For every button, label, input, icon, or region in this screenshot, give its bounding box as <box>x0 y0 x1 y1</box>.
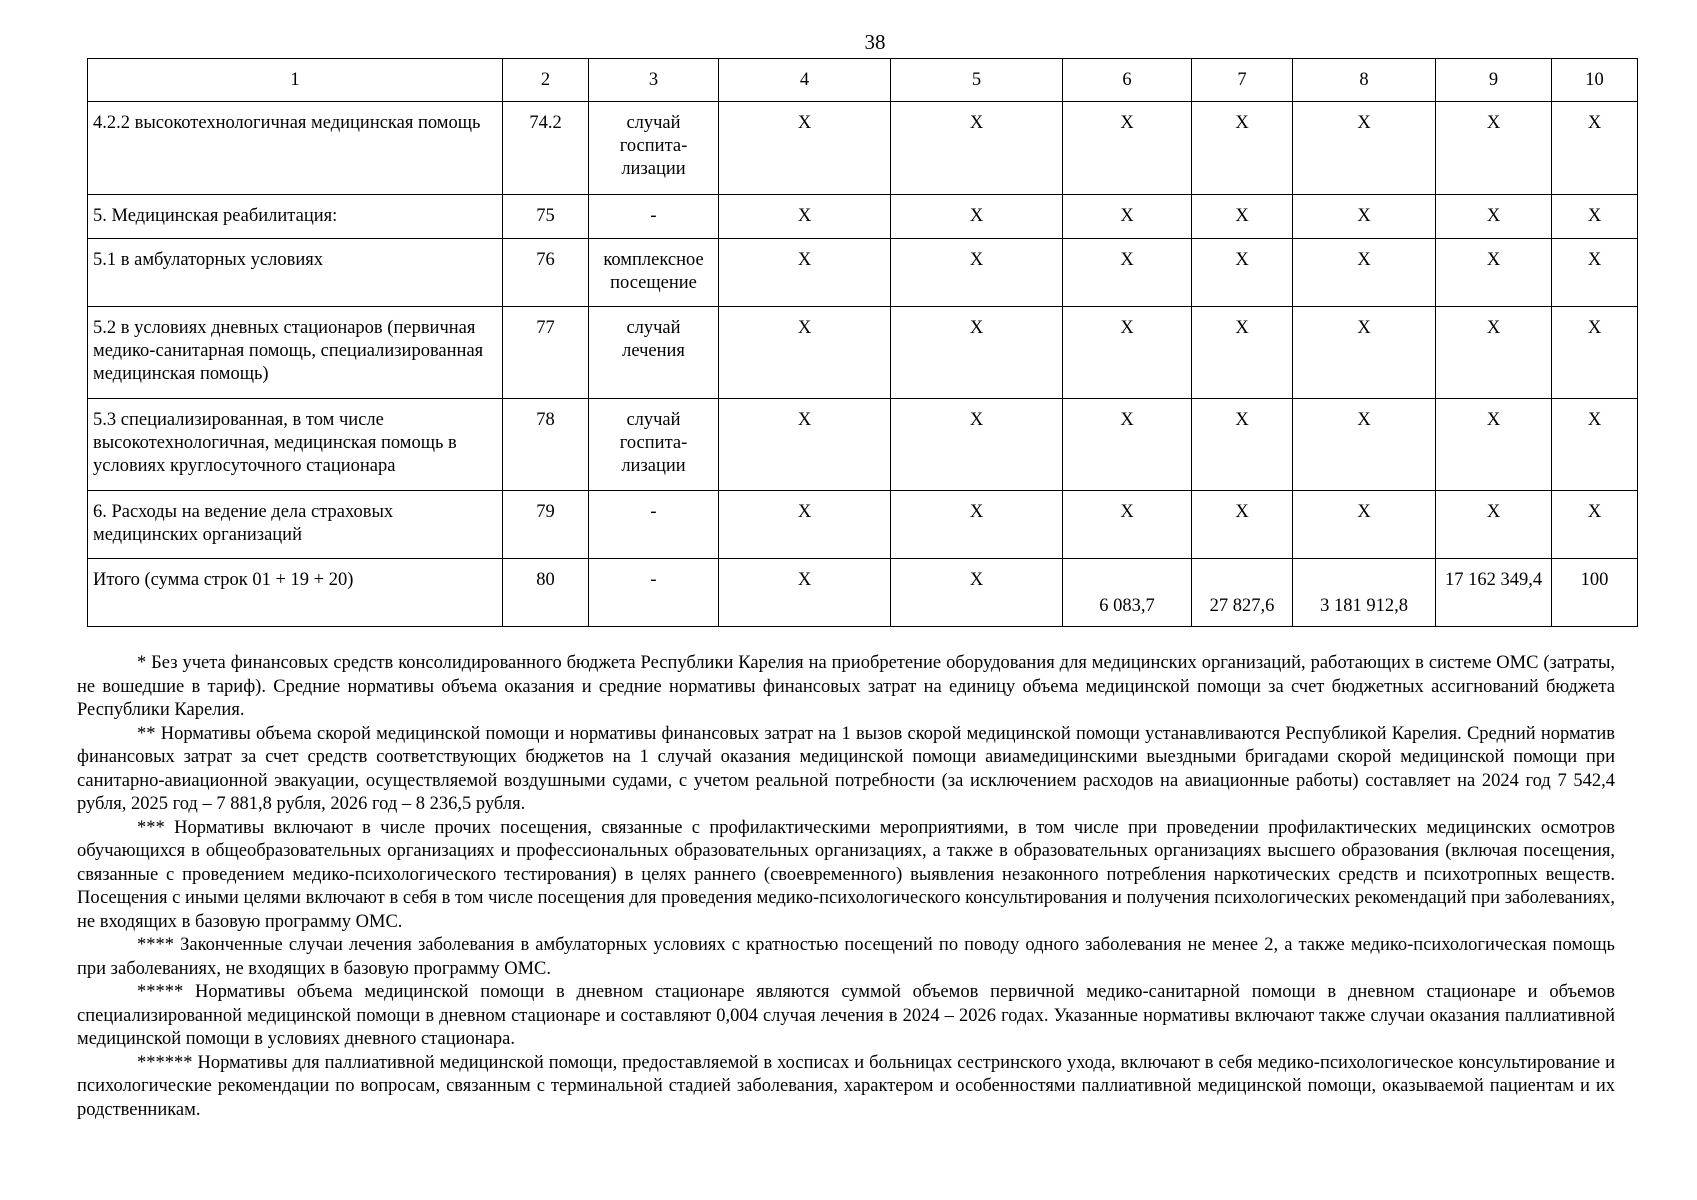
row-code: 80 <box>503 559 589 627</box>
table-row <box>88 307 1638 399</box>
cell-col4: Х <box>719 307 891 399</box>
footnote: ** Нормативы объема скорой медицинской помощи и нормативы финансовых затрат на 1 вызов скорой медицинской помощи устанавливаются Республикой Карелия. Средний норматив финансовых затрат за счет средств соответствующих бюджетов на 1 случай оказания медицинской помощи авиамедицинскими выездными бригадами скорой медицинской помощи при санитарно-авиационной эвакуации, осуществляемой воздушными судами, с учетом реальной потребности (за исключением расходов на авиационные работы) составляет на 2024 год 7 542,4 рубля, 2025 год – 7 881,8 рубля, 2026 год – 8 236,5 рубля. <box>77 723 1615 814</box>
cell-col9: Х <box>1436 195 1552 239</box>
cell-col9: Х <box>1436 102 1552 195</box>
cell-col10: Х <box>1552 307 1638 399</box>
cell-col10: Х <box>1552 491 1638 559</box>
cell-col9: Х <box>1436 491 1552 559</box>
cell-col7: Х <box>1192 239 1293 307</box>
cell-col8: Х <box>1293 102 1436 195</box>
row-name: 5. Медицинская реабилитация: <box>88 195 503 239</box>
row-name: 6. Расходы на ведение дела страховых медицинских организаций <box>88 491 503 559</box>
data-table <box>87 58 1638 627</box>
table-row <box>88 239 1638 307</box>
header-cell: 1 <box>88 59 503 102</box>
footnote: ***** Нормативы объема медицинской помощи в дневном стационаре являются суммой объемов первичной медико-санитарной помощи в дневном стационаре и объемов специализированной медицинской помощи в дневном стационаре и составляют 0,004 случая лечения в 2024 – 2026 годах. Указанные нормативы включают также случаи оказания паллиативной медицинской помощи в условиях дневного стационара. <box>77 982 1615 1049</box>
row-name: 5.3 специализированная, в том числе высокотехнологичная, медицинская помощь в условиях круглосуточного стационара <box>88 399 503 491</box>
cell-col5: Х <box>891 491 1063 559</box>
cell-col7: Х <box>1192 307 1293 399</box>
cell-col5: Х <box>891 239 1063 307</box>
header-cell: 8 <box>1293 59 1436 102</box>
header-cell: 5 <box>891 59 1063 102</box>
table-row-total <box>88 559 1638 627</box>
header-cell: 7 <box>1192 59 1293 102</box>
footnote: *** Нормативы включают в числе прочих посещения, связанные с профилактическими мероприятиями, в том числе при проведении профилактических медицинских осмотров обучающихся в общеобразовательных организациях и профессиональных образовательных организациях, а также в образовательных организациях высшего образования (включая посещения, связанные с проведением медико-психологического тестирования) в целях раннего (своевременного) выявления незаконного потребления наркотических средств и психотропных веществ. Посещения с иными целями включают в себя в том числе посещения для проведения медико-психологического консультирования и получения психологических рекомендаций при заболеваниях, не входящих в базовую программу ОМС. <box>77 817 1615 932</box>
cell-col6: Х <box>1063 239 1192 307</box>
cell-col5: Х <box>891 307 1063 399</box>
header-cell: 10 <box>1552 59 1638 102</box>
cell-col6: Х <box>1063 195 1192 239</box>
table-row <box>88 195 1638 239</box>
header-cell: 9 <box>1436 59 1552 102</box>
cell-col4: Х <box>719 102 891 195</box>
cell-col4: Х <box>719 491 891 559</box>
cell-col10: Х <box>1552 239 1638 307</box>
row-code: 77 <box>503 307 589 399</box>
header-cell: 3 <box>589 59 719 102</box>
row-code: 78 <box>503 399 589 491</box>
cell-col7: Х <box>1192 491 1293 559</box>
header-cell: 2 <box>503 59 589 102</box>
table-header-row <box>88 59 1638 102</box>
cell-col10: Х <box>1552 195 1638 239</box>
row-name: 4.2.2 высокотехнологичная медицинская помощь <box>88 102 503 195</box>
cell-col7: Х <box>1192 195 1293 239</box>
row-name: 5.2 в условиях дневных стационаров (первичная медико-санитарная помощь, специализированная медицинская помощь) <box>88 307 503 399</box>
cell-col8: Х <box>1293 491 1436 559</box>
cell-col5: Х <box>891 102 1063 195</box>
cell-col7: Х <box>1192 399 1293 491</box>
row-code: 76 <box>503 239 589 307</box>
cell-col8: Х <box>1293 307 1436 399</box>
row-unit: - <box>589 195 719 239</box>
cell-col10: 100 <box>1552 559 1638 627</box>
cell-col5: Х <box>891 399 1063 491</box>
cell-col4: Х <box>719 195 891 239</box>
table-row <box>88 399 1638 491</box>
row-unit: комплексное посещение <box>589 239 719 307</box>
cell-col4: Х <box>719 239 891 307</box>
row-unit: - <box>589 491 719 559</box>
cell-col8: Х <box>1293 399 1436 491</box>
cell-col6: Х <box>1063 102 1192 195</box>
cell-col5: Х <box>891 559 1063 627</box>
footnote: ****** Нормативы для паллиативной медицинской помощи, предоставляемой в хосписах и больницах сестринского ухода, включают в себя медико-психологическое консультирование и психологические рекомендации по вопросам, связанным с терминальной стадией заболевания, характером и особенностями паллиативной медицинской помощи, оказываемой пациентам и их родственникам. <box>77 1052 1615 1120</box>
row-code: 75 <box>503 195 589 239</box>
footnote: **** Законченные случаи лечения заболевания в амбулаторных условиях с кратностью посещений по поводу одного заболевания не менее 2, а также медико-психологическая помощь при заболеваниях, не входящих в базовую программу ОМС. <box>77 935 1615 979</box>
footnote: * Без учета финансовых средств консолидированного бюджета Республики Карелия на приобретение оборудования для медицинских организаций, работающих в системе ОМС (затраты, не вошедшие в тариф). Средние нормативы объема оказания и средние нормативы финансовых затрат на единицу объема медицинской помощи за счет бюджетных ассигнований бюджета Республики Карелия. <box>77 653 1615 720</box>
footnotes <box>77 652 1615 1122</box>
row-code: 74.2 <box>503 102 589 195</box>
cell-col8: Х <box>1293 195 1436 239</box>
header-cell: 6 <box>1063 59 1192 102</box>
cell-col4: Х <box>719 399 891 491</box>
cell-col6: Х <box>1063 399 1192 491</box>
cell-col8: 3 181 912,8 <box>1293 559 1436 627</box>
page-number: 38 <box>864 30 886 54</box>
cell-col10: Х <box>1552 399 1638 491</box>
cell-col10: Х <box>1552 102 1638 195</box>
cell-col9: 17 162 349,4 <box>1436 559 1552 627</box>
cell-col4: Х <box>719 559 891 627</box>
cell-col5: Х <box>891 195 1063 239</box>
row-name: 5.1 в амбулаторных условиях <box>88 239 503 307</box>
row-code: 79 <box>503 491 589 559</box>
row-unit: - <box>589 559 719 627</box>
table-row <box>88 102 1638 195</box>
header-cell: 4 <box>719 59 891 102</box>
row-unit: случай лечения <box>589 307 719 399</box>
row-unit: случай госпита-лизации <box>589 399 719 491</box>
cell-col6: Х <box>1063 491 1192 559</box>
cell-col9: Х <box>1436 239 1552 307</box>
row-unit: случай госпита-лизации <box>589 102 719 195</box>
cell-col7: Х <box>1192 102 1293 195</box>
cell-col6: Х <box>1063 307 1192 399</box>
cell-col8: Х <box>1293 239 1436 307</box>
cell-col9: Х <box>1436 399 1552 491</box>
table-row <box>88 491 1638 559</box>
cell-col7: 27 827,6 <box>1192 559 1293 627</box>
row-name: Итого (сумма строк 01 + 19 + 20) <box>88 559 503 627</box>
cell-col6: 6 083,7 <box>1063 559 1192 627</box>
cell-col9: Х <box>1436 307 1552 399</box>
